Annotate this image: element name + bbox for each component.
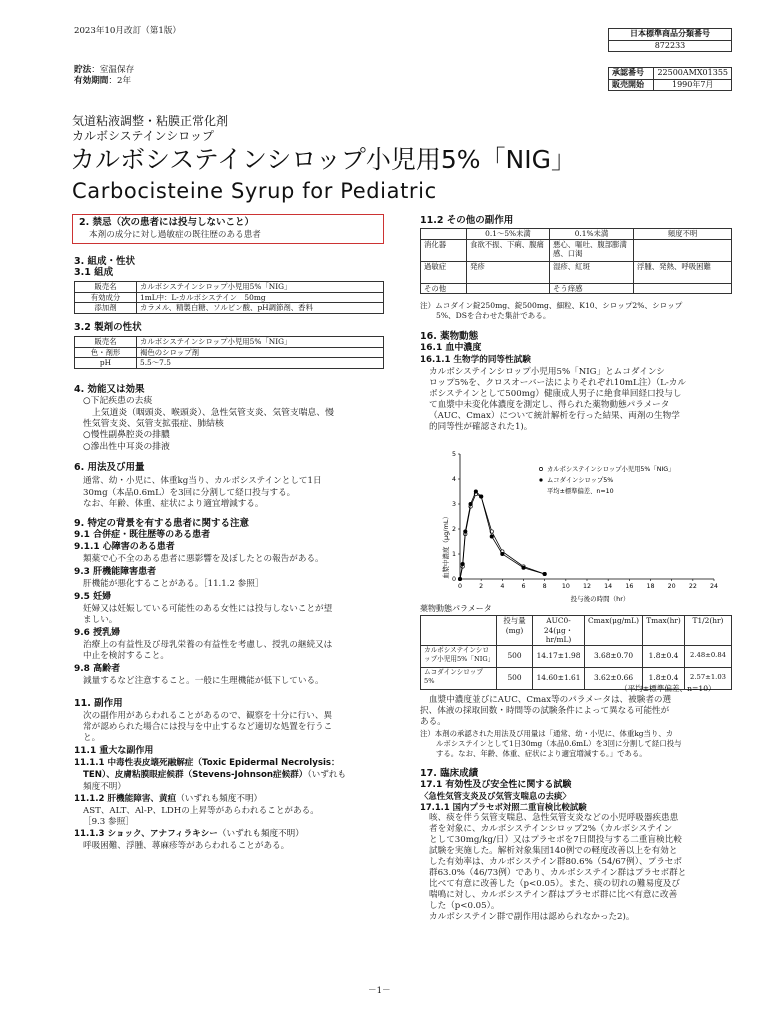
- section-11-1-heading: 11.1 重大な副作用: [74, 746, 154, 756]
- x-tick-label: 6: [521, 583, 526, 590]
- x-tick-label: 2: [479, 583, 484, 590]
- y-tick-label: 1: [451, 551, 456, 558]
- section-11-1-2-heading: 11.1.2 肝機能障害、黄疸（いずれも頻度不明）: [74, 794, 263, 804]
- pk-remark-2: 択、体液の採取回数・時間等の試験条件によって異なる可能性が: [420, 706, 670, 716]
- data-point: [479, 495, 482, 498]
- data-point: [543, 572, 546, 575]
- section-3-1-heading: 3.1 組成: [74, 267, 114, 278]
- section-11-1-1-heading-b: TEN）、皮膚粘膜眼症候群（Stevens-Johnson症候群）（いずれも: [83, 770, 347, 780]
- pk-table-caption: 薬物動態パラメータ: [420, 604, 492, 613]
- section-11-1-2-text-a: AST、ALT、Al-P、LDHの上昇等があらわれることがある。: [83, 806, 319, 816]
- expiry: 有効期間：2年: [74, 76, 132, 86]
- section-9-8-heading: 9.8 高齢者: [74, 664, 121, 674]
- section-4-heading: 4. 効能又は効果: [74, 384, 145, 395]
- x-tick-label: 0: [457, 583, 463, 590]
- x-axis-label: 投与後の時間（hr）: [570, 595, 630, 603]
- pk-parameter-table: 投与量(mg) AUC0-24(μg・hr/mL) Cmax(μg/mL) Tmax(hr) T1/2(hr) カルボシステインシロップ小児用5%「NIG」 500 14.17±1.98 3.68±0.70 1.8±0.4 2.48±0.84 ムコダインシロップ5% 500 14.60±1.61 3.62±0.66 1.8±0.4 2.57±1.03: [420, 615, 732, 690]
- section-9-3-heading: 9.3 肝機能障害患者: [74, 567, 157, 577]
- pk-footnote-3: する。なお、年齢、体重、症状により適宜増減する。」である。: [436, 749, 647, 758]
- x-tick-label: 4: [500, 583, 505, 590]
- clinical-text-7: 比べて有意に改善した（p<0.05）。また、痰の切れの難易度及び: [429, 879, 680, 889]
- data-point: [464, 530, 467, 533]
- pk-text-2: ロップ5%を、クロスオーバー法によりそれぞれ10mL注）（L-カル: [429, 378, 686, 388]
- dosage-line-3: なお、年齢、体重、症状により適宜増減する。: [83, 499, 264, 509]
- drug-category: 気道粘液調整・粘膜正常化剤: [72, 114, 229, 128]
- clinical-text-4: 試験を実施した。解析対象集団140例での軽度改善以上を有効と: [429, 846, 678, 856]
- data-point: [474, 490, 477, 493]
- pk-footnote-1: 注）本剤の承認された用法及び用量は「通常、幼・小児に、体重kg当り、カ: [420, 729, 674, 738]
- section-17-1-1-heading: 17.1.1 国内プラセボ対照二重盲検比較試験: [420, 802, 587, 812]
- pk-table-note: （平均±標準偏差、n=10）: [620, 684, 716, 693]
- revision-date: 2023年10月改訂（第1版）: [74, 26, 182, 36]
- side-effects-note-1: 注）ムコダイン錠250mg、錠500mg、細粒、K10、シロップ2%、シロップ: [420, 301, 683, 310]
- clinical-text-3: として30mg/kg/日）又はプラセボを7日間投与する二重盲検比較: [429, 835, 682, 845]
- data-point: [461, 562, 464, 565]
- y-tick-label: 4: [451, 476, 456, 483]
- x-tick-label: 16: [625, 583, 634, 590]
- side-effects-note-2: 5%、DSを合わせた集計である。: [436, 311, 551, 320]
- section-9-5-heading: 9.5 妊婦: [74, 592, 112, 602]
- chart-legend: [539, 464, 674, 495]
- x-tick-label: 10: [561, 583, 570, 590]
- clinical-text-10: カルボシステイン群で副作用は認められなかった2)。: [429, 912, 635, 922]
- class-number-table: 日本標準商品分類番号 872233: [608, 28, 732, 52]
- storage: 貯法：室温保存: [74, 65, 135, 75]
- indication-2: ○慢性副鼻腔炎の排膿: [83, 430, 170, 440]
- pk-remark-3: ある。: [420, 717, 446, 727]
- legend-marker-nig: [539, 467, 542, 470]
- data-point: [458, 577, 461, 580]
- generic-name: カルボシステインシロップ: [72, 129, 215, 143]
- section-9-1-1-heading: 9.1.1 心障害のある患者: [74, 542, 175, 552]
- x-tick-label: 24: [709, 583, 719, 590]
- pk-text-5: （AUC、Cmax）について統計解析を行った結果、両剤の生物学: [429, 411, 680, 421]
- section-11-1-3-heading: 11.1.3 ショック、アナフィラキシー（いずれも頻度不明）: [74, 829, 304, 839]
- clinical-text-6: 群63.0%（46/73例）であり、カルボシステイン群はプラセボ群と: [429, 868, 687, 878]
- y-tick-label: 0: [451, 576, 456, 583]
- dosage-line-1: 通常、幼・小児に、体重kg当り、カルボシステインとして1日: [83, 476, 322, 486]
- indication-1-detail-b: 性気管支炎、気管支拡張症、肺結核: [83, 419, 224, 429]
- x-tick-label: 18: [646, 583, 655, 590]
- clinical-text-2: 者を対象に、カルボシステインシロップ2%（カルボシステイン: [429, 824, 673, 834]
- section-9-6-text-b: 中止を検討すること。: [83, 651, 169, 661]
- pk-text-4: て血漿中未変化体濃度を測定し、得られた薬物動態パラメータ: [429, 400, 670, 410]
- clinical-text-5: した有効率は、カルボシステイン群80.6%（54/67例）、プラセボ: [429, 857, 682, 867]
- section-16-1-heading: 16.1 血中濃度: [420, 343, 482, 353]
- contra-text: 本剤の成分に対し過敏症の既往歴のある患者: [89, 230, 261, 240]
- y-axis-label: 血漿中濃度（μg/mL）: [442, 513, 450, 579]
- data-point: [490, 535, 493, 538]
- x-tick-label: 14: [604, 583, 613, 590]
- section-11-1-1-heading-a: 11.1.1 中毒性表皮壊死融解症（Toxic Epidermal Necrolysis：: [74, 758, 340, 768]
- legend-marker-mucodyne: [539, 478, 542, 481]
- side-effects-table: 0.1〜5%未満 0.1%未満 頻度不明 消化器 食欲不振、下痢、腹痛 悪心、嘔吐、腹部膨満感、口渇 過敏症 発疹 湿疹、紅斑 浮腫、発熱、呼吸困難 その他 そう痒感: [420, 228, 732, 294]
- section-9-6-heading: 9.6 授乳婦: [74, 628, 121, 638]
- pk-remark-1: 血漿中濃度並びにAUC、Cmax等のパラメータは、被験者の選: [429, 695, 672, 705]
- clinical-text-9: した（p<0.05）。: [429, 901, 500, 911]
- composition-table: 販売名 カルボシステインシロップ小児用5%「NIG」 有効成分 1mL中：L-カルボシステイン 50mg 添加剤 カラメル、精製白糖、ソルビン酸、pH調節剤、香料: [74, 281, 384, 314]
- data-point: [522, 566, 525, 569]
- section-17-1-subheading: 〈急性気管支炎及び気管支喘息の去痰〉: [420, 791, 571, 801]
- section-17-1-heading: 17.1 有効性及び安全性に関する試験: [420, 780, 572, 790]
- section-11-2-heading: 11.2 その他の副作用: [420, 215, 514, 226]
- dosage-line-2: 30mg（本品0.6mL）を3回に分割して経口投与する。: [83, 488, 296, 498]
- section-11-1-3-text: 呼吸困難、浮腫、蕁麻疹等があらわれることがある。: [83, 841, 290, 851]
- data-point: [469, 502, 472, 505]
- legend-note: 平均±標準偏差、n=10: [547, 488, 614, 495]
- section-3-heading: 3. 組成・性状: [74, 256, 136, 267]
- indication-3: ○滲出性中耳炎の排液: [83, 442, 170, 452]
- section-17-heading: 17. 臨床成績: [420, 768, 479, 779]
- y-tick-label: 3: [451, 501, 456, 508]
- product-title-jp: カルボシステインシロップ小児用5%「NIG」: [70, 145, 576, 174]
- x-tick-label: 12: [582, 583, 592, 590]
- indication-1: ○下記疾患の去痰: [83, 396, 153, 406]
- section-6-heading: 6. 用法及び用量: [74, 462, 145, 473]
- section-11-text-3: と。: [83, 733, 101, 743]
- pk-text-1: カルボシステインシロップ小児用5%「NIG」とムコダインシ: [429, 367, 665, 377]
- section-11-text-1: 次の副作用があらわれることがあるので、観察を十分に行い、異: [83, 711, 333, 721]
- x-tick-label: 22: [688, 583, 697, 590]
- data-point: [501, 552, 504, 555]
- clinical-text-8: 喘鳴に対し、カルボシステイン群はプラセボ群に比べ有意に改善: [429, 890, 678, 900]
- section-11-text-2: 常が認められた場合には投与を中止するなど適切な処置を行うこ: [83, 722, 333, 732]
- section-9-1-1-text: 類薬で心不全のある患者に悪影響を及ぼしたとの報告がある。: [83, 554, 324, 564]
- x-tick-label: 20: [667, 583, 676, 590]
- section-9-1-heading: 9.1 合併症・既往歴等のある患者: [74, 530, 211, 540]
- concentration-time-chart: [430, 444, 730, 606]
- x-tick-label: 8: [542, 583, 547, 590]
- section-9-8-text: 減量するなど注意すること。一般に生理機能が低下している。: [83, 676, 324, 686]
- approval-table: 承認番号 22500AMX01355 販売開始 1990年7月: [608, 67, 732, 91]
- legend-label-mucodyne: ムコダインシロップ5%: [547, 477, 614, 484]
- section-11-heading: 11. 副作用: [74, 698, 123, 709]
- product-title-en: Carbocisteine Syrup for Pediatric: [72, 179, 437, 203]
- contraindication-box: [72, 214, 384, 244]
- section-9-heading: 9. 特定の背景を有する患者に関する注意: [74, 518, 250, 529]
- clinical-text-1: 咳、痰を伴う気管支喘息、急性気管支炎などの小児呼吸器疾患患: [429, 813, 679, 823]
- section-11-1-2-text-b: ［9.3 参照］: [83, 817, 134, 827]
- legend-label-nig: カルボシステインシロップ小児用5%「NIG」: [547, 466, 675, 473]
- contra-heading: 2. 禁忌（次の患者には投与しないこと）: [79, 217, 255, 228]
- section-16-1-1-heading: 16.1.1 生物学的同等性試験: [420, 355, 531, 365]
- y-tick-label: 5: [451, 451, 456, 458]
- series-line-0: [460, 494, 545, 579]
- section-3-2-heading: 3.2 製剤の性状: [74, 322, 142, 333]
- section-9-6-text-a: 治療上の有益性及び母乳栄養の有益性を考慮し、授乳の継続又は: [83, 640, 333, 650]
- section-9-3-text: 肝機能が悪化することがある。［11.1.2 参照］: [83, 579, 264, 589]
- page-number: －1－: [368, 986, 391, 996]
- indication-1-detail-a: 上気道炎（咽頭炎、喉頭炎）、急性気管支炎、気管支喘息、慢: [92, 408, 334, 418]
- properties-table: 販売名 カルボシステインシロップ小児用5%「NIG」 色・剤形 褐色のシロップ剤 pH 5.5〜7.5: [74, 336, 384, 369]
- pk-text-3: ボシステインとして500mg）健康成人男子に絶食単回経口投与し: [429, 389, 682, 399]
- pk-text-6: 的同等性が確認された1)。: [429, 422, 533, 432]
- pk-footnote-2: ルボシステインとして1日30mg（本品0.6mL）を3回に分割して経口投与: [436, 739, 682, 748]
- series-line-1: [460, 492, 545, 580]
- section-9-5-text-a: 妊婦又は妊娠している可能性のある女性には投与しないことが望: [83, 604, 333, 614]
- section-9-5-text-b: ましい。: [83, 615, 118, 625]
- section-16-heading: 16. 薬物動態: [420, 331, 479, 342]
- y-tick-label: 2: [451, 526, 456, 533]
- section-11-1-1-freq: 頻度不明）: [83, 782, 126, 792]
